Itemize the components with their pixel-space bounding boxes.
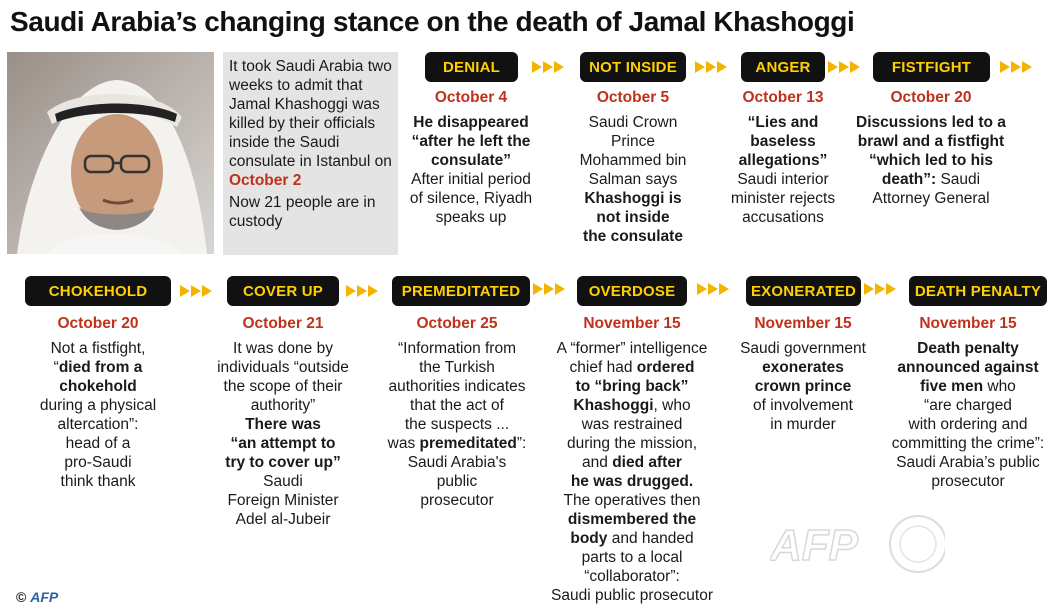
timeline-arrows-icon [695,59,727,75]
stage-label-anger: ANGER [741,52,825,82]
stage-label-death-penalty: DEATH PENALTY [909,276,1047,306]
description-line: There was [245,416,321,433]
description-fragment: died after [612,454,682,471]
intro-date: October 2 [229,172,302,189]
stage-label-cover-up: COVER UP [227,276,339,306]
description-line: Attorney General [872,190,990,207]
stage-description [568,113,698,246]
description-line: exonerates [762,359,844,376]
description-line [545,453,720,472]
description-line: altercation”: [57,416,139,433]
description-line: try to cover up” [225,454,341,471]
portrait-photo [7,52,214,254]
description-fragment: and handed [607,530,694,547]
arrow-icon [717,61,727,73]
stage-label-overdose: OVERDOSE [577,276,687,306]
description-line: announced against [897,359,1039,376]
description-line: of silence, Riyadh [409,190,533,207]
stage-label-denial: DENIAL [425,52,518,82]
stage-date: October 20 [890,89,972,106]
intro-box [223,52,398,255]
timeline-arrows-icon [1000,59,1032,75]
stage-date: October 20 [57,315,139,332]
arrow-icon [368,285,378,297]
description-line: parts to a local [581,549,683,566]
arrow-icon [202,285,212,297]
description-line: prosecutor [420,492,494,509]
afp-watermark-icon [770,510,945,580]
credit [16,589,58,605]
arrow-icon [886,283,896,295]
description-line: Saudi public prosecutor [551,587,713,604]
stage-date: October 5 [596,89,670,106]
description-fragment: died from a [58,359,143,376]
description-line: Discussions led to a [856,114,1006,131]
description-line: Saudi [263,473,303,490]
stage-date: October 21 [242,315,324,332]
stage-label-chokehold: CHOKEHOLD [25,276,171,306]
custody-text: Now 21 people are in custody [229,194,376,230]
timeline-arrows-icon [180,283,212,299]
arrow-icon [532,61,542,73]
description-line: the Turkish [419,359,495,376]
stage-description [545,339,720,605]
stage-label-exonerated: EXONERATED [746,276,861,306]
arrow-icon [555,283,565,295]
description-line: not inside [596,209,670,226]
timeline-arrows-icon [346,283,378,299]
arrow-icon [839,61,849,73]
timeline-arrows-icon [864,281,896,297]
description-line: in murder [770,416,836,433]
description-line: committing the crime”: [891,435,1045,452]
arrow-icon [191,285,201,297]
description-fragment: ordered [636,359,695,376]
stage-description [396,113,546,227]
description-fragment: death”: [881,171,937,188]
description-line: Saudi Arabia’s public [896,454,1040,471]
description-line: “Lies and [747,114,819,131]
arrow-icon [543,61,553,73]
arrow-icon [180,285,190,297]
description-line [545,396,720,415]
description-fragment: premeditated [419,435,517,452]
description-line [888,377,1048,396]
description-line: consulate” [430,152,512,169]
timeline-arrows-icon [828,59,860,75]
arrow-icon [346,285,356,297]
description-fragment: Khashoggi [573,397,654,414]
portrait-photo-icon [7,52,214,254]
watermark-text: AFP [770,521,858,570]
description-line: Khashoggi is [584,190,682,207]
description-line: “collaborator”: [584,568,680,585]
description-line: dismembered the [567,511,697,528]
description-line: minister rejects [730,190,836,207]
timeline-arrows-icon [533,281,565,297]
stage-description [203,339,363,529]
description-line: Saudi Crown [588,114,678,131]
description-line: “which led to his [868,152,993,169]
description-fragment: , who [653,397,691,414]
description-line [851,170,1011,189]
description-line: to “bring back” [575,378,689,395]
timeline-arrows-icon [532,59,564,75]
description-line: pro-Saudi [64,454,132,471]
description-line: individuals “outside [217,359,349,376]
stage-description [728,339,878,434]
description-line: “an attempt to [230,435,336,452]
description-fragment: chief had [569,359,637,376]
arrow-icon [695,61,705,73]
description-line: public [436,473,478,490]
description-line: he was drugged. [570,473,694,490]
timeline-arrows-icon [697,281,729,297]
arrow-icon [719,283,729,295]
stage-date: October 4 [434,89,508,106]
description-line: Salman says [588,171,678,188]
description-fragment: ”: [516,435,527,452]
description-line: that the act of [410,397,504,414]
intro-text-body: It took Saudi Arabia two weeks to admit that Jamal Khashoggi was killed by their officials inside the Saudi consulate in Istanbul on [229,58,392,170]
stage-label-fistfight: FISTFIGHT [873,52,990,82]
description-line: during the mission, [566,435,698,452]
arrow-icon [533,283,543,295]
description-line: Mohammed bin [579,152,687,169]
arrow-icon [850,61,860,73]
description-fragment: “ [53,359,59,376]
arrow-icon [554,61,564,73]
stage-date: November 15 [754,315,852,332]
description-line: “Information from [397,340,516,357]
description-line: was restrained [581,416,683,433]
arrow-icon [544,283,554,295]
description-line: chokehold [59,378,137,395]
description-line: allegations” [738,152,828,169]
description-line: Saudi Arabia's [407,454,507,471]
description-line [18,358,178,377]
description-line: “after he left the [411,133,531,150]
copyright-mark: © [16,589,27,605]
description-line: “are charged [924,397,1012,414]
stage-date: November 15 [919,315,1017,332]
description-line [545,529,720,548]
arrow-icon [1000,61,1010,73]
description-line: brawl and a fistfight [857,133,1005,150]
stage-description [377,339,537,510]
stage-description [718,113,848,227]
description-line: It was done by [233,340,333,357]
arrow-icon [1022,61,1032,73]
description-line: Saudi government [740,340,866,357]
stage-date: October 13 [742,89,824,106]
arrow-icon [357,285,367,297]
description-line: head of a [65,435,131,452]
description-line: After initial period [411,171,531,188]
arrow-icon [864,283,874,295]
description-line: authorities indicates [388,378,526,395]
description-line: of involvement [753,397,853,414]
arrow-icon [828,61,838,73]
description-line: during a physical [39,397,157,414]
stage-date: October 25 [416,315,498,332]
description-line: authority” [250,397,316,414]
description-line: think thank [60,473,136,490]
description-line: speaks up [435,209,507,226]
description-line: the scope of their [223,378,343,395]
description-line: with ordering and [908,416,1028,433]
arrow-icon [706,61,716,73]
description-line [545,358,720,377]
stage-date: November 15 [583,315,681,332]
description-fragment: Saudi [936,171,981,188]
description-fragment: was [387,435,420,452]
description-line: Adel al-Jubeir [235,511,331,528]
afp-logo: AFP [30,589,59,605]
description-line: accusations [742,209,824,226]
description-line: Not a fistfight, [50,340,146,357]
description-line: Prince [611,133,655,150]
description-line: the consulate [583,228,683,245]
stage-label-not-inside: NOT INSIDE [580,52,686,82]
arrow-icon [875,283,885,295]
description-line: He disappeared [413,114,529,131]
description-fragment: body [570,530,608,547]
description-line [377,434,537,453]
description-fragment: who [983,378,1016,395]
arrow-icon [1011,61,1021,73]
description-line: Death penalty [917,340,1019,357]
description-fragment: and [582,454,613,471]
description-line: Foreign Minister [227,492,339,509]
description-fragment: five men [920,378,984,395]
stage-description [18,339,178,491]
page-title: Saudi Arabia’s changing stance on the death of Jamal Khashoggi [10,6,855,37]
description-line: baseless [750,133,816,150]
description-line: A “former” intelligence [556,340,708,357]
intro-text [229,57,392,190]
stage-description [888,339,1048,491]
description-line: the suspects ... [404,416,510,433]
description-line: crown prince [754,378,852,395]
description-line: Saudi interior [737,171,829,188]
description-line: The operatives then [563,492,701,509]
stage-description [851,113,1011,208]
description-line: prosecutor [931,473,1005,490]
arrow-icon [697,283,707,295]
arrow-icon [708,283,718,295]
stage-label-premeditated: PREMEDITATED [392,276,530,306]
